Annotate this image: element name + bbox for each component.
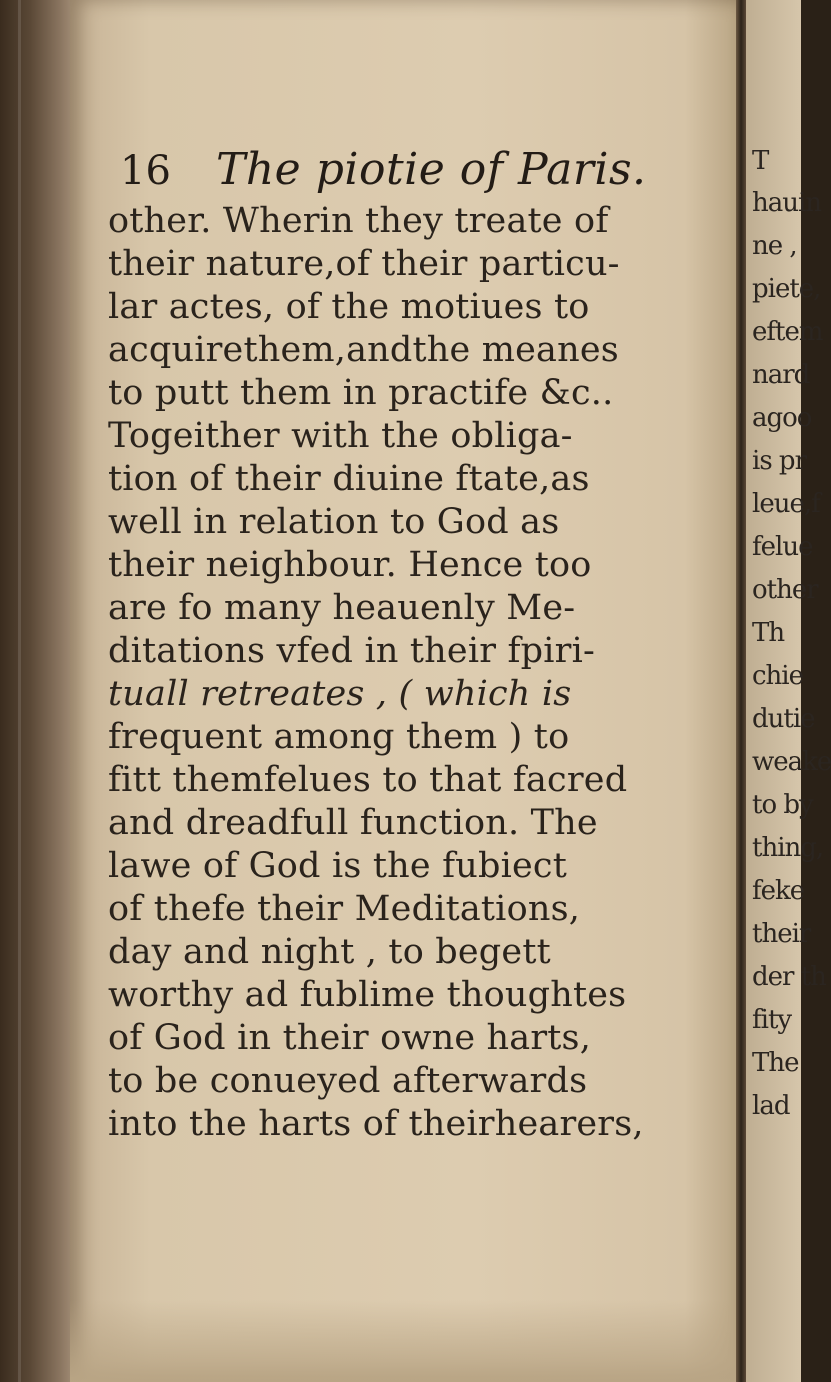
text-line: of God in their owne harts, bbox=[108, 1018, 592, 1058]
next-page-line: dutie bbox=[752, 704, 815, 734]
next-page-line: agoo bbox=[752, 403, 812, 433]
text-line: and dreadfull function. The bbox=[108, 803, 598, 843]
next-page-line: thing, bbox=[752, 833, 824, 863]
next-page-line: feke bbox=[752, 876, 805, 906]
text-line: into the harts of theirhearers, bbox=[108, 1104, 644, 1144]
text-line: lar actes, of the motiues to bbox=[108, 287, 590, 327]
text-line: their nature,of their particu- bbox=[108, 244, 620, 284]
next-page-line: to by bbox=[752, 790, 813, 820]
text-line: lawe of God is the fubiect bbox=[108, 846, 567, 886]
next-page-line: piete, bbox=[752, 274, 821, 304]
next-page-line: is pr bbox=[752, 446, 806, 476]
next-page-line: The bbox=[752, 1048, 799, 1078]
page-number: 16 bbox=[120, 148, 171, 194]
running-header bbox=[120, 144, 720, 208]
text-line: acquirethem,andthe meanes bbox=[108, 330, 619, 370]
body-text bbox=[108, 200, 728, 1146]
text-line: of thefe their Meditations, bbox=[108, 889, 581, 929]
next-page-line: nard bbox=[752, 360, 810, 390]
text-line: are fo many heauenly Me- bbox=[108, 588, 576, 628]
next-page-line: lad bbox=[752, 1091, 790, 1121]
next-page-line: felue bbox=[752, 532, 813, 562]
text-line: tion of their diuine ftate,as bbox=[108, 459, 590, 499]
text-line: day and night , to begett bbox=[108, 932, 551, 972]
next-page-line: der th bbox=[752, 962, 826, 992]
text-line: ditations vfed in their fpiri- bbox=[108, 631, 595, 671]
text-line: to be conueyed afterwards bbox=[108, 1061, 588, 1101]
next-page-line: ne , bbox=[752, 231, 797, 261]
text-line: frequent among them ) to bbox=[108, 717, 570, 757]
next-page-line: hauin bbox=[752, 188, 822, 218]
next-page-line: leue,f bbox=[752, 489, 820, 519]
next-page-line: T bbox=[752, 146, 769, 176]
running-title: The piotie of Paris. bbox=[216, 144, 647, 195]
next-page-line: other bbox=[752, 575, 818, 605]
next-page-line: Th bbox=[752, 618, 785, 648]
text-line: Togeither with the obliga- bbox=[108, 416, 573, 456]
next-page-line: chie bbox=[752, 661, 804, 691]
text-line: to putt them in practife &c.. bbox=[108, 373, 614, 413]
text-line: their neighbour. Hence too bbox=[108, 545, 592, 585]
next-page-line: weake bbox=[752, 747, 831, 777]
next-page-line: fity bbox=[752, 1005, 792, 1035]
text-line: worthy ad fublime thoughtes bbox=[108, 975, 627, 1015]
text-line: other. Wherin they treate of bbox=[108, 201, 609, 241]
gutter-highlight bbox=[18, 0, 21, 1382]
page-edge bbox=[736, 0, 746, 1382]
text-line: tuall retreates , ( which is bbox=[108, 674, 572, 714]
text-line: well in relation to God as bbox=[108, 502, 560, 542]
text-line: fitt themfelues to that facred bbox=[108, 760, 628, 800]
next-page-line: their bbox=[752, 919, 811, 949]
next-page-line: eftem bbox=[752, 317, 823, 347]
page-bottom-shade bbox=[70, 1300, 738, 1382]
next-page-fragment bbox=[746, 0, 831, 1382]
